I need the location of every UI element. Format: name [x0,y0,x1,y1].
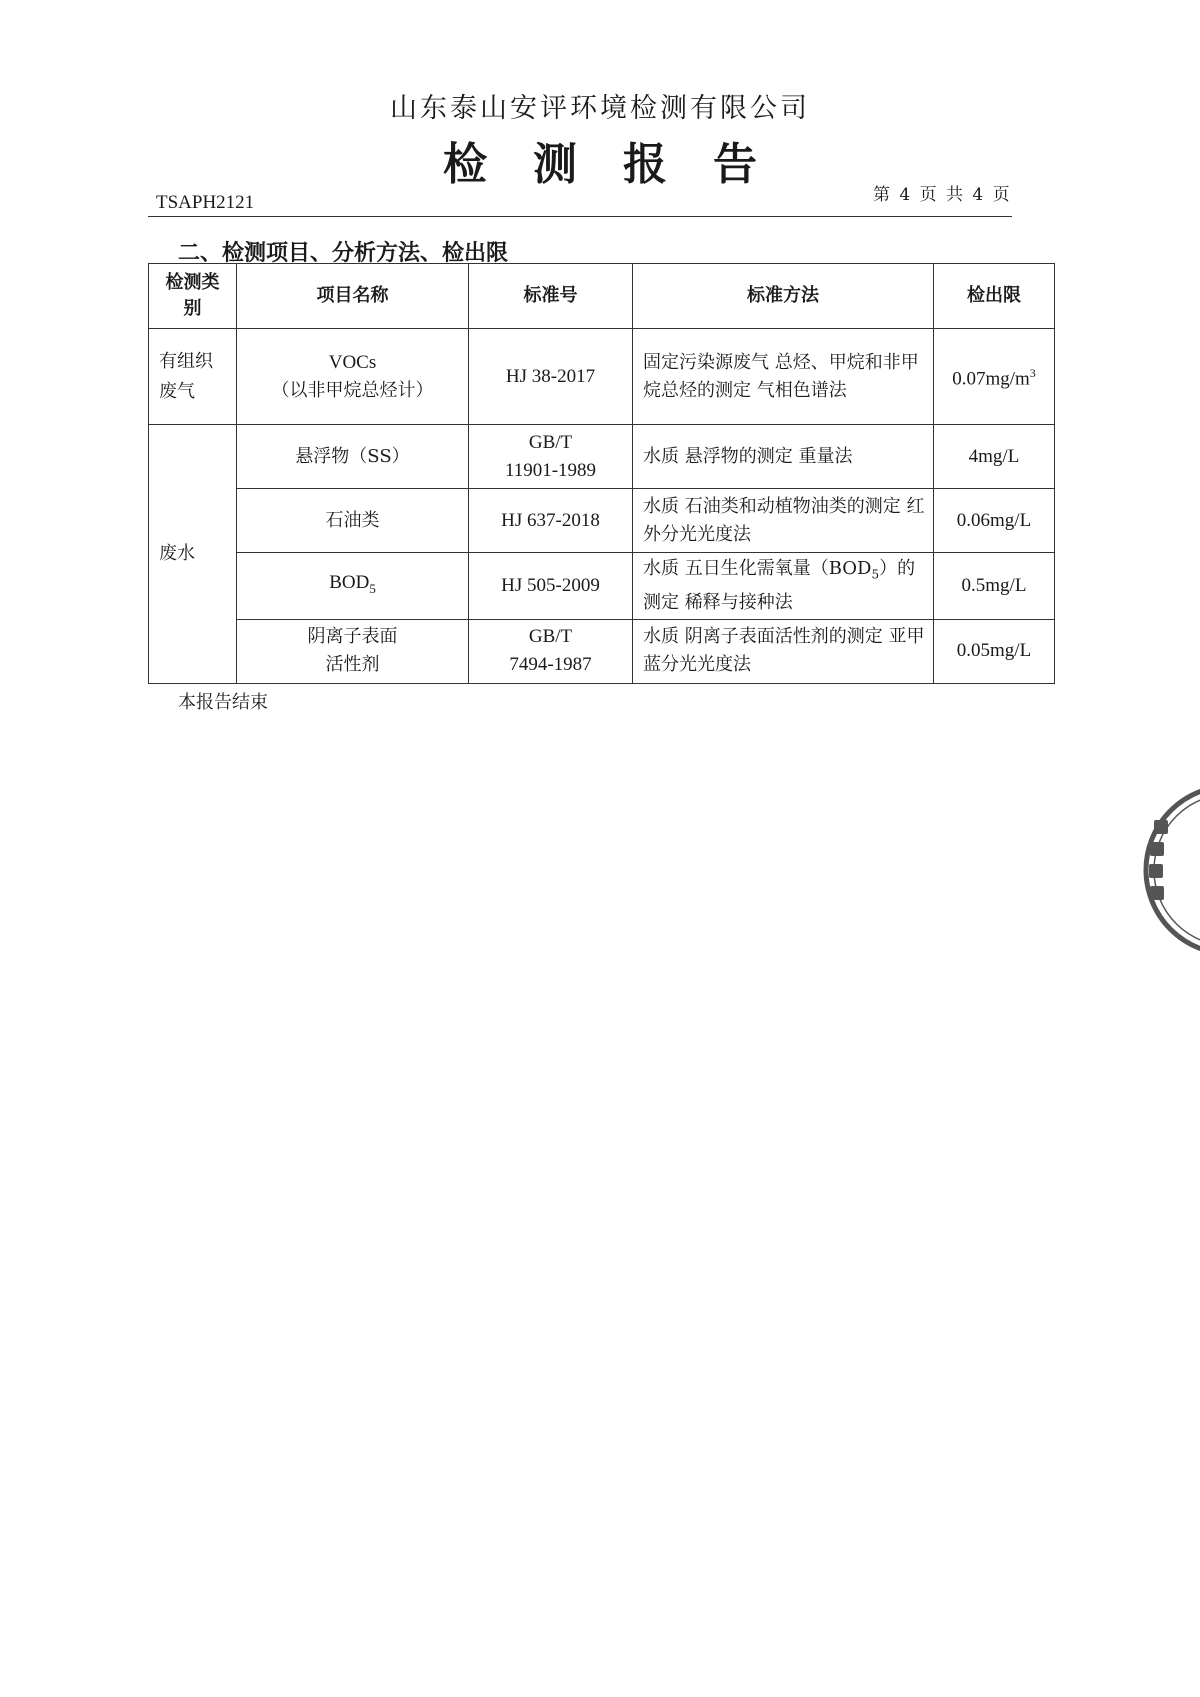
item-subscript: 5 [369,580,376,596]
standard-number: 11901-1989 [504,459,597,481]
item-base: BOD [329,571,370,593]
header-divider [148,216,1012,217]
report-end-note: 本报告结束 [178,692,268,713]
item-cell [237,553,469,620]
method-cell [633,553,934,620]
item-name-line2: 活性剂 [325,654,380,676]
table-row [149,553,1055,620]
page-info: 第 4 页 共 4 页 [873,185,1012,205]
limit-cell [934,329,1055,425]
standard-prefix: GB/T [528,431,573,453]
table-row [149,619,1055,683]
header-limit: 检出限 [934,264,1055,329]
category-cell: 有组织废气 [149,329,237,425]
table-row [149,425,1055,489]
method-cell: 水质 石油类和动植物油类的测定 红外分光光度法 [633,489,934,553]
item-cell [237,329,469,425]
method-table [148,263,1055,684]
company-name: 山东泰山安评环境检测有限公司 [390,93,810,124]
report-number: TSAPH2121 [156,192,255,213]
seal-glyphs [1149,820,1168,900]
method-subscript: 5 [871,567,880,582]
method-cell: 固定污染源废气 总烃、甲烷和非甲烷总烃的测定 气相色谱法 [633,329,934,425]
limit-superscript: 3 [1029,366,1036,381]
item-name-line1: 阴离子表面 [307,626,398,648]
report-title: 检测报告 [443,139,803,190]
item-name: VOCs [328,351,377,373]
limit-value: 0.07mg/m [952,368,1030,390]
item-cell [237,619,469,683]
table-header-row [149,264,1055,329]
standard-no-cell: HJ 637-2018 [469,489,633,553]
section-title: 二、检测项目、分析方法、检出限 [178,241,509,266]
standard-no-cell [469,619,633,683]
standard-no-cell [469,425,633,489]
header-category: 检测类别 [149,264,237,329]
method-text-start: 水质 五日生化需氧量（BOD [643,558,872,579]
method-text-end: ）的测定 稀释与接种法 [643,558,916,613]
limit-cell: 0.5mg/L [934,553,1055,620]
header-method: 标准方法 [633,264,934,329]
table-row [149,329,1055,425]
method-cell: 水质 阴离子表面活性剂的测定 亚甲蓝分光光度法 [633,619,934,683]
category-cell: 废水 [149,425,237,684]
header-standard-no: 标准号 [469,264,633,329]
method-cell: 水质 悬浮物的测定 重量法 [633,425,934,489]
table-row [149,489,1055,553]
standard-no-cell: HJ 38-2017 [469,329,633,425]
item-cell: 石油类 [237,489,469,553]
item-note: （以非甲烷总烃计） [271,379,434,401]
limit-cell: 0.06mg/L [934,489,1055,553]
standard-prefix: GB/T [528,626,573,648]
standard-no-cell: HJ 505-2009 [469,553,633,620]
company-seal-stamp [1140,780,1200,960]
limit-cell: 0.05mg/L [934,619,1055,683]
item-cell: 悬浮物（SS） [237,425,469,489]
header-item: 项目名称 [237,264,469,329]
limit-cell: 4mg/L [934,425,1055,489]
standard-number: 7494-1987 [509,654,592,676]
